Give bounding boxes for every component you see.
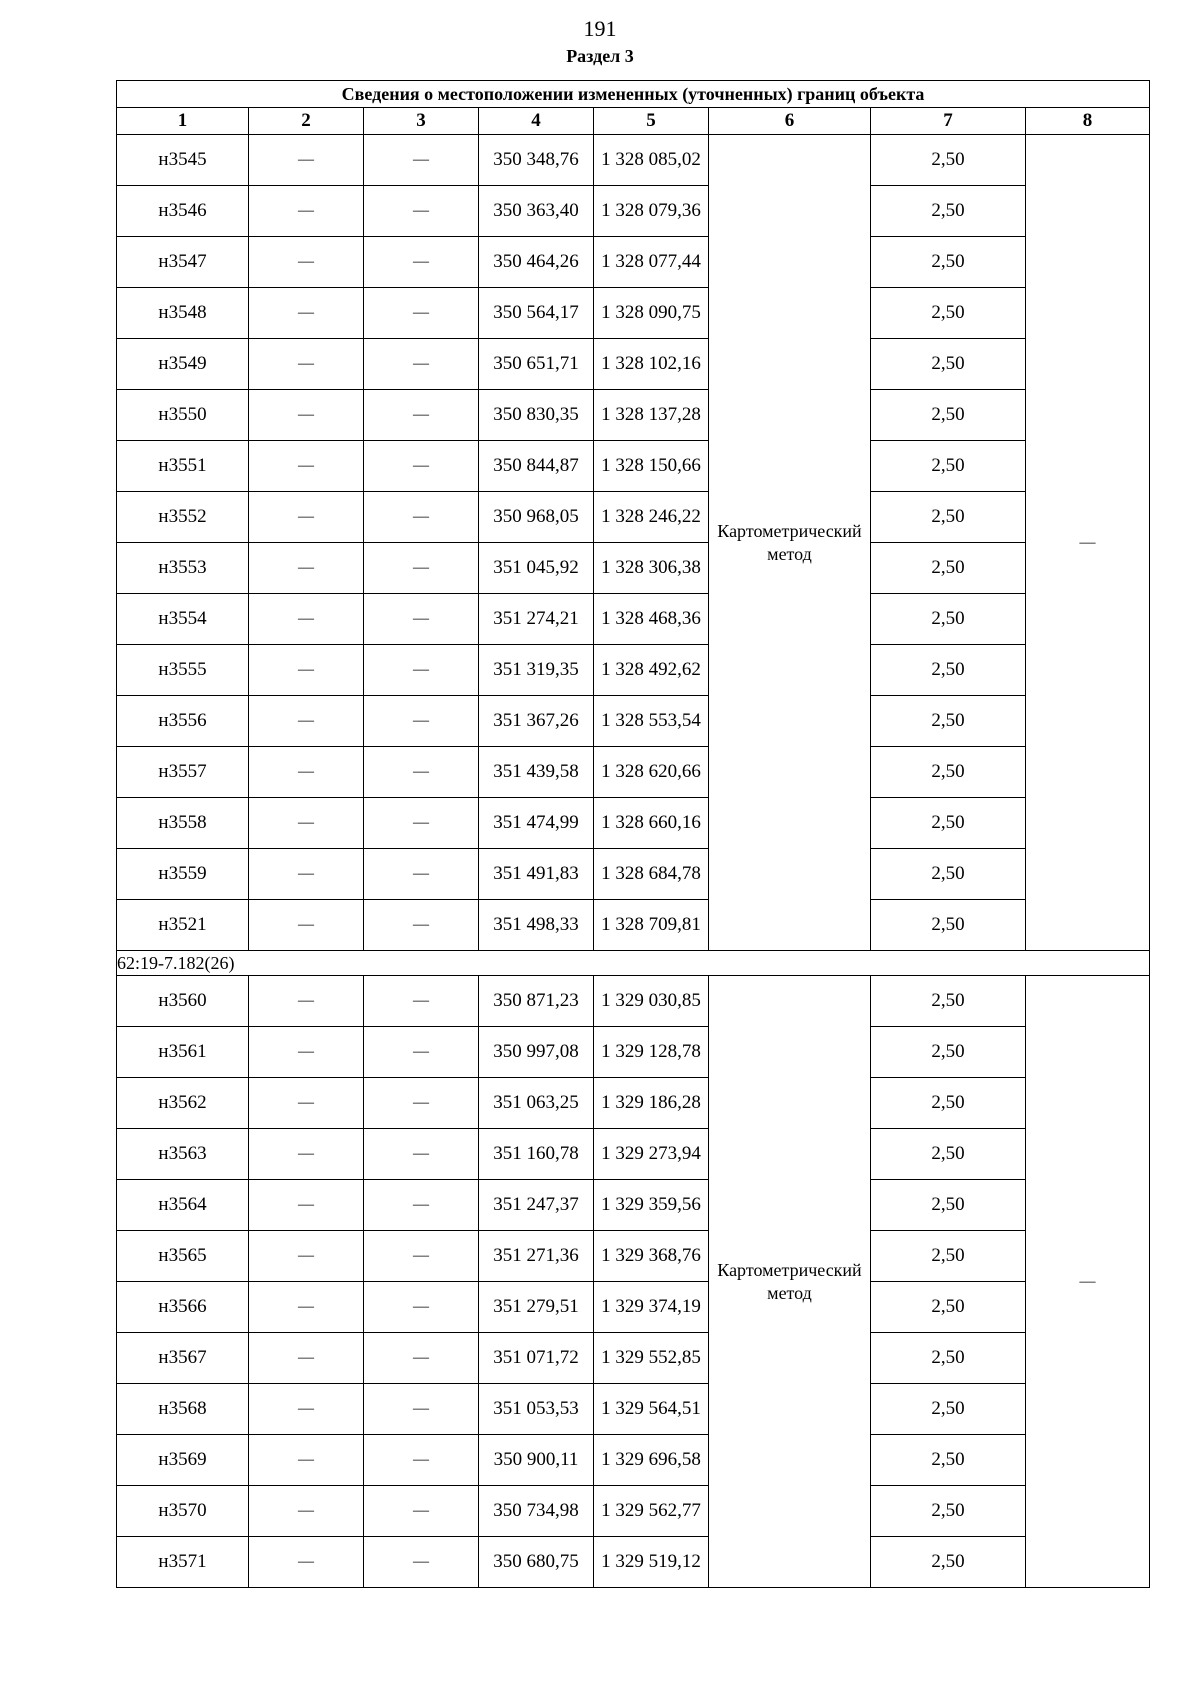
x-coordinate-cell: 351 474,99: [479, 798, 594, 849]
table-row: [117, 1282, 1150, 1333]
table-row: [117, 1435, 1150, 1486]
table-row: [117, 390, 1150, 441]
column-2-cell: —: [249, 390, 364, 441]
x-coordinate-cell: 351 071,72: [479, 1333, 594, 1384]
table-caption: Сведения о местоположении измененных (уточненных) границ объекта: [117, 81, 1150, 108]
method-cell: Картометрический метод: [709, 135, 871, 951]
column-3-cell: —: [364, 1282, 479, 1333]
group-heading-row: [117, 951, 1150, 976]
y-coordinate-cell: 1 328 468,36: [594, 594, 709, 645]
column-header: 4: [479, 108, 594, 135]
column-3-cell: —: [364, 1027, 479, 1078]
column-header: 2: [249, 108, 364, 135]
column-3-cell: —: [364, 1180, 479, 1231]
precision-cell: 2,50: [871, 492, 1026, 543]
column-3-cell: —: [364, 1231, 479, 1282]
column-2-cell: —: [249, 1537, 364, 1588]
precision-cell: 2,50: [871, 1180, 1026, 1231]
table-row: [117, 900, 1150, 951]
x-coordinate-cell: 351 045,92: [479, 543, 594, 594]
table-row: [117, 594, 1150, 645]
column-3-cell: —: [364, 1435, 479, 1486]
precision-cell: 2,50: [871, 1537, 1026, 1588]
x-coordinate-cell: 350 900,11: [479, 1435, 594, 1486]
column-header: 7: [871, 108, 1026, 135]
precision-cell: 2,50: [871, 1282, 1026, 1333]
column-3-cell: —: [364, 441, 479, 492]
point-name-cell: н3552: [117, 492, 249, 543]
x-coordinate-cell: 351 279,51: [479, 1282, 594, 1333]
y-coordinate-cell: 1 329 562,77: [594, 1486, 709, 1537]
point-name-cell: н3566: [117, 1282, 249, 1333]
table-row: [117, 976, 1150, 1027]
precision-cell: 2,50: [871, 390, 1026, 441]
precision-cell: 2,50: [871, 1129, 1026, 1180]
precision-cell: 2,50: [871, 747, 1026, 798]
table-row: [117, 339, 1150, 390]
column-3-cell: —: [364, 1486, 479, 1537]
y-coordinate-cell: 1 329 030,85: [594, 976, 709, 1027]
y-coordinate-cell: 1 329 519,12: [594, 1537, 709, 1588]
x-coordinate-cell: 350 734,98: [479, 1486, 594, 1537]
column-3-cell: —: [364, 645, 479, 696]
precision-cell: 2,50: [871, 1435, 1026, 1486]
y-coordinate-cell: 1 328 085,02: [594, 135, 709, 186]
table-row: [117, 798, 1150, 849]
point-name-cell: н3553: [117, 543, 249, 594]
column-2-cell: —: [249, 492, 364, 543]
x-coordinate-cell: 350 348,76: [479, 135, 594, 186]
point-name-cell: н3561: [117, 1027, 249, 1078]
column-header: 8: [1026, 108, 1150, 135]
column-header: 6: [709, 108, 871, 135]
table-row: [117, 492, 1150, 543]
precision-cell: 2,50: [871, 849, 1026, 900]
column-2-cell: —: [249, 1027, 364, 1078]
x-coordinate-cell: 351 498,33: [479, 900, 594, 951]
precision-cell: 2,50: [871, 645, 1026, 696]
x-coordinate-cell: 350 564,17: [479, 288, 594, 339]
column-2-cell: —: [249, 1486, 364, 1537]
column-3-cell: —: [364, 1078, 479, 1129]
y-coordinate-cell: 1 329 128,78: [594, 1027, 709, 1078]
y-coordinate-cell: 1 328 090,75: [594, 288, 709, 339]
precision-cell: 2,50: [871, 594, 1026, 645]
x-coordinate-cell: 350 651,71: [479, 339, 594, 390]
point-name-cell: н3569: [117, 1435, 249, 1486]
x-coordinate-cell: 351 271,36: [479, 1231, 594, 1282]
point-name-cell: н3563: [117, 1129, 249, 1180]
point-name-cell: н3567: [117, 1333, 249, 1384]
y-coordinate-cell: 1 328 660,16: [594, 798, 709, 849]
x-coordinate-cell: 350 363,40: [479, 186, 594, 237]
point-name-cell: н3570: [117, 1486, 249, 1537]
precision-cell: 2,50: [871, 1486, 1026, 1537]
point-name-cell: н3550: [117, 390, 249, 441]
column-2-cell: —: [249, 1384, 364, 1435]
coordinates-table: [116, 80, 1150, 1588]
y-coordinate-cell: 1 328 620,66: [594, 747, 709, 798]
column-3-cell: —: [364, 1384, 479, 1435]
y-coordinate-cell: 1 329 374,19: [594, 1282, 709, 1333]
table-row: [117, 288, 1150, 339]
precision-cell: 2,50: [871, 543, 1026, 594]
point-name-cell: н3565: [117, 1231, 249, 1282]
y-coordinate-cell: 1 328 079,36: [594, 186, 709, 237]
table-row: [117, 543, 1150, 594]
y-coordinate-cell: 1 328 492,62: [594, 645, 709, 696]
column-8-cell: —: [1026, 135, 1150, 951]
column-2-cell: —: [249, 441, 364, 492]
y-coordinate-cell: 1 329 552,85: [594, 1333, 709, 1384]
x-coordinate-cell: 351 367,26: [479, 696, 594, 747]
column-3-cell: —: [364, 747, 479, 798]
column-2-cell: —: [249, 747, 364, 798]
y-coordinate-cell: 1 329 564,51: [594, 1384, 709, 1435]
x-coordinate-cell: 351 053,53: [479, 1384, 594, 1435]
point-name-cell: н3556: [117, 696, 249, 747]
precision-cell: 2,50: [871, 186, 1026, 237]
x-coordinate-cell: 351 063,25: [479, 1078, 594, 1129]
precision-cell: 2,50: [871, 1333, 1026, 1384]
table-row: [117, 1180, 1150, 1231]
point-name-cell: н3521: [117, 900, 249, 951]
x-coordinate-cell: 351 274,21: [479, 594, 594, 645]
precision-cell: 2,50: [871, 798, 1026, 849]
column-2-cell: —: [249, 1231, 364, 1282]
column-2-cell: —: [249, 900, 364, 951]
x-coordinate-cell: 351 319,35: [479, 645, 594, 696]
column-2-cell: —: [249, 237, 364, 288]
x-coordinate-cell: 350 844,87: [479, 441, 594, 492]
x-coordinate-cell: 350 968,05: [479, 492, 594, 543]
column-3-cell: —: [364, 135, 479, 186]
y-coordinate-cell: 1 329 368,76: [594, 1231, 709, 1282]
y-coordinate-cell: 1 328 553,54: [594, 696, 709, 747]
column-8-cell: —: [1026, 976, 1150, 1588]
column-3-cell: —: [364, 492, 479, 543]
y-coordinate-cell: 1 328 684,78: [594, 849, 709, 900]
table-row: [117, 849, 1150, 900]
column-2-cell: —: [249, 594, 364, 645]
point-name-cell: н3560: [117, 976, 249, 1027]
y-coordinate-cell: 1 328 709,81: [594, 900, 709, 951]
point-name-cell: н3555: [117, 645, 249, 696]
point-name-cell: н3568: [117, 1384, 249, 1435]
column-2-cell: —: [249, 798, 364, 849]
y-coordinate-cell: 1 329 186,28: [594, 1078, 709, 1129]
x-coordinate-cell: 351 247,37: [479, 1180, 594, 1231]
point-name-cell: н3571: [117, 1537, 249, 1588]
x-coordinate-cell: 350 680,75: [479, 1537, 594, 1588]
column-2-cell: —: [249, 696, 364, 747]
y-coordinate-cell: 1 329 359,56: [594, 1180, 709, 1231]
precision-cell: 2,50: [871, 976, 1026, 1027]
table-row: [117, 1027, 1150, 1078]
column-2-cell: —: [249, 849, 364, 900]
column-2-cell: —: [249, 1129, 364, 1180]
column-2-cell: —: [249, 186, 364, 237]
column-2-cell: —: [249, 976, 364, 1027]
table-row: [117, 1078, 1150, 1129]
y-coordinate-cell: 1 328 246,22: [594, 492, 709, 543]
column-3-cell: —: [364, 798, 479, 849]
point-name-cell: н3551: [117, 441, 249, 492]
column-3-cell: —: [364, 543, 479, 594]
y-coordinate-cell: 1 328 102,16: [594, 339, 709, 390]
precision-cell: 2,50: [871, 441, 1026, 492]
table-row: [117, 1486, 1150, 1537]
table-row: [117, 696, 1150, 747]
point-name-cell: н3546: [117, 186, 249, 237]
y-coordinate-cell: 1 329 696,58: [594, 1435, 709, 1486]
column-header: 5: [594, 108, 709, 135]
y-coordinate-cell: 1 328 306,38: [594, 543, 709, 594]
table-row: [117, 1384, 1150, 1435]
column-3-cell: —: [364, 186, 479, 237]
y-coordinate-cell: 1 328 137,28: [594, 390, 709, 441]
point-name-cell: н3564: [117, 1180, 249, 1231]
column-3-cell: —: [364, 1537, 479, 1588]
column-3-cell: —: [364, 1333, 479, 1384]
column-3-cell: —: [364, 1129, 479, 1180]
precision-cell: 2,50: [871, 1027, 1026, 1078]
column-3-cell: —: [364, 696, 479, 747]
point-name-cell: н3549: [117, 339, 249, 390]
table-row: [117, 747, 1150, 798]
precision-cell: 2,50: [871, 1231, 1026, 1282]
column-3-cell: —: [364, 390, 479, 441]
point-name-cell: н3545: [117, 135, 249, 186]
y-coordinate-cell: 1 328 150,66: [594, 441, 709, 492]
table-row: [117, 1333, 1150, 1384]
section-title: Раздел 3: [566, 46, 634, 66]
table-row: [117, 1231, 1150, 1282]
x-coordinate-cell: 350 997,08: [479, 1027, 594, 1078]
point-name-cell: н3547: [117, 237, 249, 288]
table-row: [117, 237, 1150, 288]
precision-cell: 2,50: [871, 237, 1026, 288]
x-coordinate-cell: 350 464,26: [479, 237, 594, 288]
column-3-cell: —: [364, 849, 479, 900]
precision-cell: 2,50: [871, 1078, 1026, 1129]
table-row: [117, 441, 1150, 492]
table-body: [117, 135, 1150, 1588]
precision-cell: 2,50: [871, 135, 1026, 186]
precision-cell: 2,50: [871, 339, 1026, 390]
x-coordinate-cell: 351 491,83: [479, 849, 594, 900]
column-2-cell: —: [249, 1078, 364, 1129]
column-2-cell: —: [249, 1333, 364, 1384]
precision-cell: 2,50: [871, 1384, 1026, 1435]
point-name-cell: н3554: [117, 594, 249, 645]
table-row: [117, 135, 1150, 186]
table-row: [117, 645, 1150, 696]
column-3-cell: —: [364, 339, 479, 390]
column-3-cell: —: [364, 237, 479, 288]
group-heading: 62:19-7.182(26): [117, 951, 1150, 976]
point-name-cell: н3559: [117, 849, 249, 900]
x-coordinate-cell: 351 439,58: [479, 747, 594, 798]
column-2-cell: —: [249, 135, 364, 186]
precision-cell: 2,50: [871, 900, 1026, 951]
x-coordinate-cell: 350 830,35: [479, 390, 594, 441]
page-number: 191: [583, 16, 617, 41]
column-number-row: [117, 108, 1150, 135]
point-name-cell: н3557: [117, 747, 249, 798]
y-coordinate-cell: 1 329 273,94: [594, 1129, 709, 1180]
x-coordinate-cell: 351 160,78: [479, 1129, 594, 1180]
precision-cell: 2,50: [871, 696, 1026, 747]
column-2-cell: —: [249, 1282, 364, 1333]
column-3-cell: —: [364, 976, 479, 1027]
table-row: [117, 186, 1150, 237]
table-row: [117, 1129, 1150, 1180]
point-name-cell: н3558: [117, 798, 249, 849]
point-name-cell: н3562: [117, 1078, 249, 1129]
point-name-cell: н3548: [117, 288, 249, 339]
column-2-cell: —: [249, 288, 364, 339]
column-3-cell: —: [364, 900, 479, 951]
column-2-cell: —: [249, 645, 364, 696]
column-header: 1: [117, 108, 249, 135]
table-row: [117, 1537, 1150, 1588]
column-2-cell: —: [249, 1180, 364, 1231]
y-coordinate-cell: 1 328 077,44: [594, 237, 709, 288]
method-cell: Картометрический метод: [709, 976, 871, 1588]
column-header: 3: [364, 108, 479, 135]
column-2-cell: —: [249, 543, 364, 594]
column-2-cell: —: [249, 339, 364, 390]
column-2-cell: —: [249, 1435, 364, 1486]
precision-cell: 2,50: [871, 288, 1026, 339]
column-3-cell: —: [364, 288, 479, 339]
column-3-cell: —: [364, 594, 479, 645]
x-coordinate-cell: 350 871,23: [479, 976, 594, 1027]
